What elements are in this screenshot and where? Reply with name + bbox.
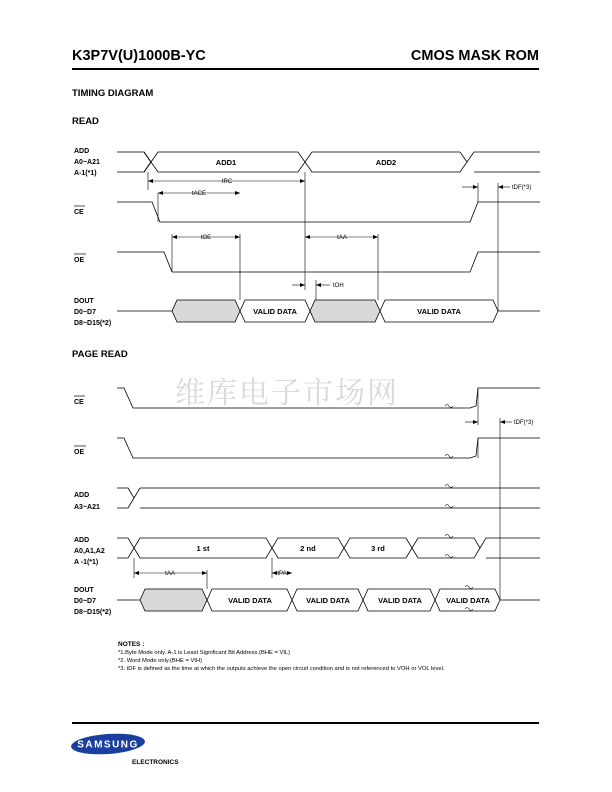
- page-oe-wave: [117, 438, 540, 458]
- notes-title: NOTES :: [118, 641, 145, 648]
- note-1: *1.Byte Mode only. A-1 is Least Significant Bit Address.(BHE = VIL): [118, 650, 291, 656]
- read-tdf-label: tDF(*3): [512, 185, 532, 191]
- read-tace-label: tACE: [191, 191, 207, 197]
- read-add-label-2: A0~A21: [74, 159, 100, 166]
- read-dout-label-2: D0~D7: [74, 309, 96, 316]
- page-addlo-label-1: ADD: [74, 537, 90, 544]
- page-ce-wave: [117, 388, 540, 408]
- read-dout-label-3: D8~D15(*2): [74, 320, 112, 327]
- page-addlo-label-2: A0,A1,A2: [74, 548, 105, 555]
- page-taa-label: tAA: [165, 571, 175, 577]
- read-valid-data-2: VALID DATA: [417, 307, 461, 316]
- read-ce-wave: [117, 202, 540, 222]
- page-addhi-bus: [117, 488, 540, 508]
- page-addr-3rd: 3 rd: [371, 544, 385, 553]
- read-valid-data-1: VALID DATA: [253, 307, 297, 316]
- document-title: CMOS MASK ROM: [410, 48, 539, 64]
- read-add-label-1: ADD: [74, 148, 90, 155]
- page-break-marks: [445, 405, 473, 611]
- page-addr-2nd: 2 nd: [300, 544, 316, 553]
- page-dout-seg0: [140, 589, 207, 611]
- read-add-label-3: A-1(*1): [74, 170, 97, 177]
- section-title: TIMING DIAGRAM: [72, 88, 154, 99]
- page-dout-label-2: D0~D7: [74, 598, 96, 605]
- brand-text: SAMSUNG: [77, 739, 139, 751]
- read-add1-label: ADD1: [215, 158, 237, 167]
- read-ce-label: CE: [74, 209, 84, 216]
- part-number: K3P7V(U)1000B-YC: [72, 48, 206, 64]
- page-valid-data-2: VALID DATA: [306, 596, 350, 605]
- watermark: 维库电子市场网: [175, 376, 399, 411]
- read-title: READ: [72, 116, 99, 127]
- footer-rule: [72, 722, 539, 724]
- division-text: ELECTRONICS: [132, 759, 179, 766]
- page-addlo-bus-lead: [117, 538, 134, 558]
- read-trc-label: tRC: [221, 179, 233, 185]
- read-dout-seg1: [172, 300, 240, 322]
- page-dout-label-3: D8~D15(*2): [74, 609, 112, 616]
- read-add2-label: ADD2: [375, 158, 397, 167]
- page-valid-data-3: VALID DATA: [378, 596, 422, 605]
- page-valid-data-1: VALID DATA: [228, 596, 272, 605]
- read-oe-wave: [117, 252, 540, 272]
- read-add-bus: [117, 152, 540, 172]
- page-dout-label-1: DOUT: [74, 587, 94, 594]
- page-addr-1st: 1 st: [196, 544, 210, 553]
- page-tdf-label: tDF(*3): [514, 420, 534, 426]
- page-addlo-label-3: A -1(*1): [74, 559, 99, 566]
- samsung-logo: [70, 732, 179, 773]
- note-2: *2. Word Mode only.(BHE = VIH): [118, 658, 203, 664]
- page-addhi-label-1: ADD: [74, 492, 90, 499]
- read-dout-seg2: [310, 300, 380, 322]
- note-3: *3. tDF is defined as the time at which the outputs achieve the open circuit condition and is not referenced to VOH or VOL level.: [118, 666, 445, 672]
- page-addlo-tail: [480, 538, 540, 558]
- page-addhi-label-2: A3~A21: [74, 504, 100, 511]
- page-valid-data-4: VALID DATA: [446, 596, 490, 605]
- read-toe-label: tOE: [200, 235, 212, 241]
- read-oe-label: OE: [74, 257, 85, 264]
- read-dout-label-1: DOUT: [74, 298, 94, 305]
- page-oe-label: OE: [74, 449, 85, 456]
- notes: [118, 641, 445, 673]
- read-taa-label: tAA: [337, 235, 347, 241]
- page-read-title: PAGE READ: [72, 349, 128, 360]
- page-ce-label: CE: [74, 399, 84, 406]
- page-tpa-label: tPA: [277, 571, 287, 577]
- read-toh-label: tOH: [333, 283, 344, 289]
